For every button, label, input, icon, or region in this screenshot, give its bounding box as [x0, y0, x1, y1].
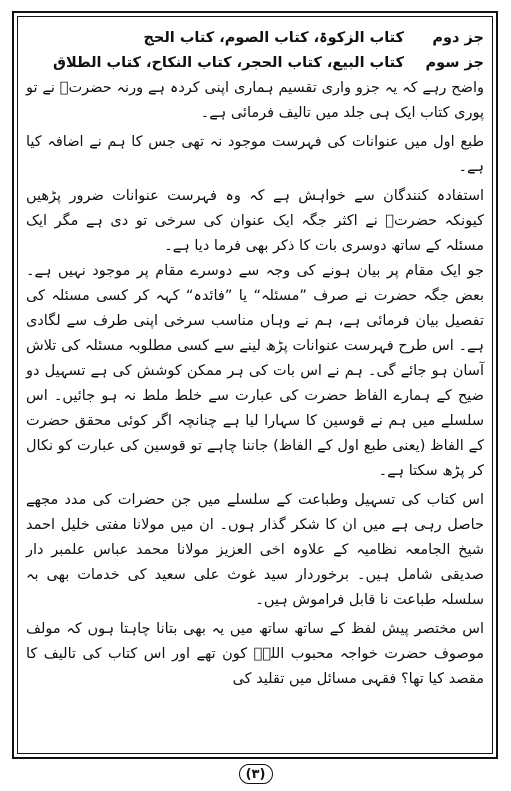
page-number-label: (٣) [239, 764, 273, 784]
paragraph-author-intro: اس مختصر پیش لفظ کے ساتھ ساتھ میں یہ بھی بتانا چاہتا ہوں کہ مولف موصوف حضرت خواجہ محبوب اللہؒ کون تھے اور اس کتاب کی تالیف کا مقصد کیا تھا؟ فقہی مسائل میں تقلید کی [26, 621, 484, 687]
toc-label: جز دوم [432, 30, 484, 46]
paragraph-headings-method: جو ایک مقام پر بیان ہونے کی وجہ سے دوسرے مقام پر موجود نہیں ہے۔ بعض جگہ حضرت نے صرف ”مسئلہ“ یا ”فائدہ“ کہہ کر کسی مسئلہ کی تفصیل بیان فرمائی ہے، ہم نے وہاں مناسب سرخی اپنی طرف سے لگادی ہے۔ اس طرح فہرست عنوانات پڑھ لینے سے کسی مطلوبہ مسئلہ کی تلاش آسان ہو جائے گی۔ ہم نے اس بات کی ہر ممکن کوشش کی ہے تسہیل دو ضیح کے ہمارے الفاظ حضرت کی عبارت سے خلط ملط نہ ہو جائیں۔ اس سلسلے میں ہم نے قوسین کا سہارا لیا ہے چنانچہ اگر کوئی محقق حضرت کے الفاظ (یعنی طبع اول کے الفاظ) جاننا چاہے تو قوسین کی عبارت کو نکال کر پڑھ سکتا ہے۔ [26, 263, 484, 479]
page-number [0, 764, 511, 784]
paragraph-reader-request: استفادہ کنندگان سے خواہش ہے کہ وہ فہرست عنوانات ضرور پڑھیں کیونکہ حضرتؒ نے اکثر جگہ ایک عنوان کی سرخی تو دی ہے مگر ایک مسئلہ کے ساتھ دوسری بات کا ذکر بھی فرما دیا ہے۔ [26, 188, 484, 254]
toc-row-part-two [26, 26, 484, 51]
paragraph-note-division: واضح رہے کہ یہ جزو واری تقسیم ہماری اپنی کردہ ہے ورنہ حضرتؒ نے تو پوری کتاب ایک ہی جلد میں تالیف فرمائی ہے۔ [26, 80, 484, 121]
toc-value: کتاب البیع، کتاب الحجر، کتاب النکاح، کتاب الطلاق [53, 55, 404, 71]
toc-value: کتاب الزکوۃ، کتاب الصوم، کتاب الحج [143, 30, 404, 46]
toc-row-part-three [26, 51, 484, 76]
toc-label: جز سوم [425, 55, 484, 71]
paragraph-acknowledgements: اس کتاب کی تسہیل وطباعت کے سلسلے میں جن حضرات کی مدد مجھے حاصل رہی ہے میں ان کا شکر گذار ہوں۔ ان میں مولانا مفتی خلیل احمد شیخ الجامعہ نظامیہ کے علاوہ اخی العزیز مولانا محمد عباس علمبر دار صدیقی شامل ہیں۔ برخوردار سید غوث علی سعید کی خدمات بھی بہ سلسلہ طباعت نا قابل فراموش ہیں۔ [26, 492, 484, 608]
paragraph-first-edition: طبع اول میں عنوانات کی فہرست موجود نہ تھی جس کا ہم نے اضافہ کیا ہے۔ [26, 134, 484, 175]
page-content [26, 26, 484, 692]
